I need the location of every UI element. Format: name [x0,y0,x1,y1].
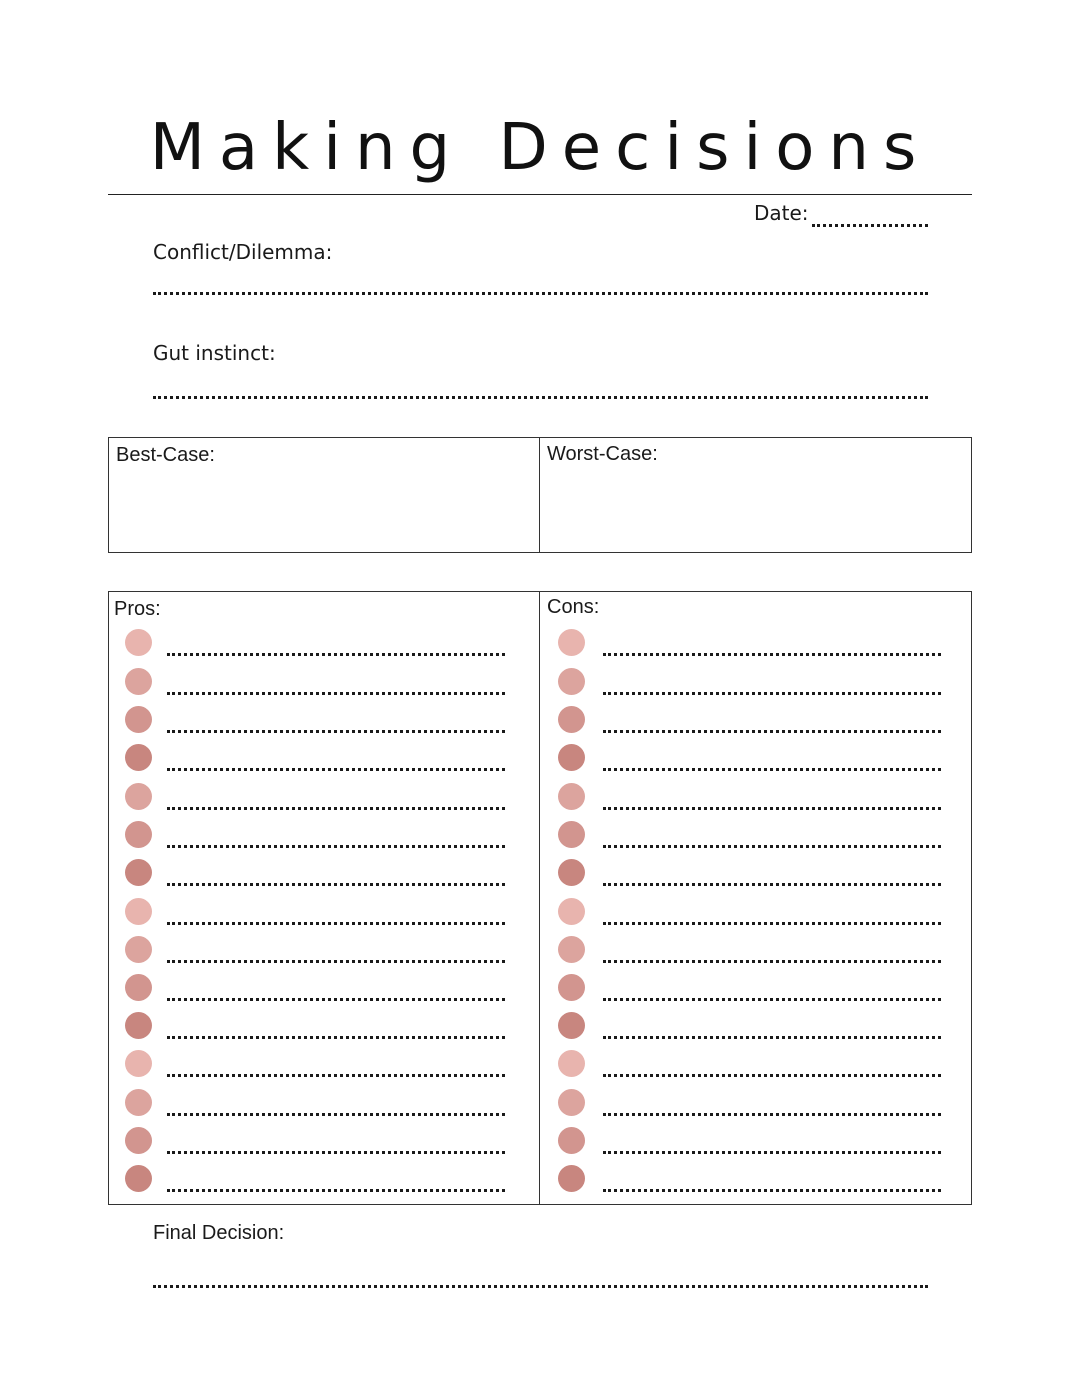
cons-bullet-icon [558,744,585,771]
cons-line-field[interactable] [603,1113,941,1116]
pros-bullet-icon [125,783,152,810]
pros-line-field[interactable] [167,807,505,810]
pros-bullet-icon [125,936,152,963]
gut-instinct-field[interactable] [153,396,928,399]
pros-bullet-icon [125,1127,152,1154]
pros-line-field[interactable] [167,1074,505,1077]
pros-line-field[interactable] [167,883,505,886]
pros-line-field[interactable] [167,1113,505,1116]
pros-line-field[interactable] [167,998,505,1001]
cons-line-field[interactable] [603,807,941,810]
cons-bullet-icon [558,706,585,733]
final-decision-label: Final Decision: [153,1222,285,1244]
cons-bullet-icon [558,1165,585,1192]
best-case-label: Best-Case: [116,444,215,466]
cons-line-field[interactable] [603,1074,941,1077]
cons-bullet-icon [558,629,585,656]
pros-line-field[interactable] [167,730,505,733]
cons-line-field[interactable] [603,1189,941,1192]
pros-line-field[interactable] [167,768,505,771]
cons-bullet-icon [558,668,585,695]
cons-line-field[interactable] [603,1036,941,1039]
worst-case-field[interactable] [541,470,969,550]
cons-bullet-icon [558,1050,585,1077]
cons-label: Cons: [547,596,600,618]
cons-line-field[interactable] [603,960,941,963]
best-case-field[interactable] [110,470,538,550]
pros-line-field[interactable] [167,960,505,963]
worst-case-label: Worst-Case: [547,443,658,465]
pros-line-field[interactable] [167,845,505,848]
conflict-label: Conflict/Dilemma: [153,240,333,264]
cons-line-field[interactable] [603,883,941,886]
pros-bullet-icon [125,629,152,656]
cons-line-field[interactable] [603,845,941,848]
cons-line-field[interactable] [603,692,941,695]
pros-line-field[interactable] [167,1189,505,1192]
cons-line-field[interactable] [603,653,941,656]
pros-line-field[interactable] [167,692,505,695]
cons-line-field[interactable] [603,768,941,771]
cons-bullet-icon [558,1089,585,1116]
pros-cons-divider [539,591,540,1205]
cases-divider [539,437,540,553]
page-title: Making Decisions [149,111,931,185]
pros-bullet-icon [125,821,152,848]
pros-line-field[interactable] [167,653,505,656]
title-divider [108,194,972,195]
pros-bullet-icon [125,859,152,886]
pros-bullet-icon [125,668,152,695]
cons-bullet-icon [558,898,585,925]
pros-bullet-icon [125,744,152,771]
cons-bullet-icon [558,1012,585,1039]
cons-bullet-icon [558,1127,585,1154]
cons-bullet-icon [558,936,585,963]
cons-line-field[interactable] [603,998,941,1001]
cons-line-field[interactable] [603,1151,941,1154]
pros-label: Pros: [114,598,161,620]
pros-bullet-icon [125,1012,152,1039]
pros-line-field[interactable] [167,1151,505,1154]
cons-bullet-icon [558,821,585,848]
pros-bullet-icon [125,1165,152,1192]
pros-bullet-icon [125,1050,152,1077]
pros-line-field[interactable] [167,922,505,925]
pros-bullet-icon [125,898,152,925]
date-field[interactable] [812,224,928,227]
pros-bullet-icon [125,1089,152,1116]
pros-bullet-icon [125,974,152,1001]
cons-line-field[interactable] [603,730,941,733]
pros-line-field[interactable] [167,1036,505,1039]
cons-bullet-icon [558,974,585,1001]
cons-bullet-icon [558,783,585,810]
cons-bullet-icon [558,859,585,886]
gut-instinct-label: Gut instinct: [153,341,276,365]
conflict-field[interactable] [153,292,928,295]
cons-line-field[interactable] [603,922,941,925]
date-label: Date: [754,201,809,225]
pros-bullet-icon [125,706,152,733]
final-decision-field[interactable] [153,1285,928,1288]
